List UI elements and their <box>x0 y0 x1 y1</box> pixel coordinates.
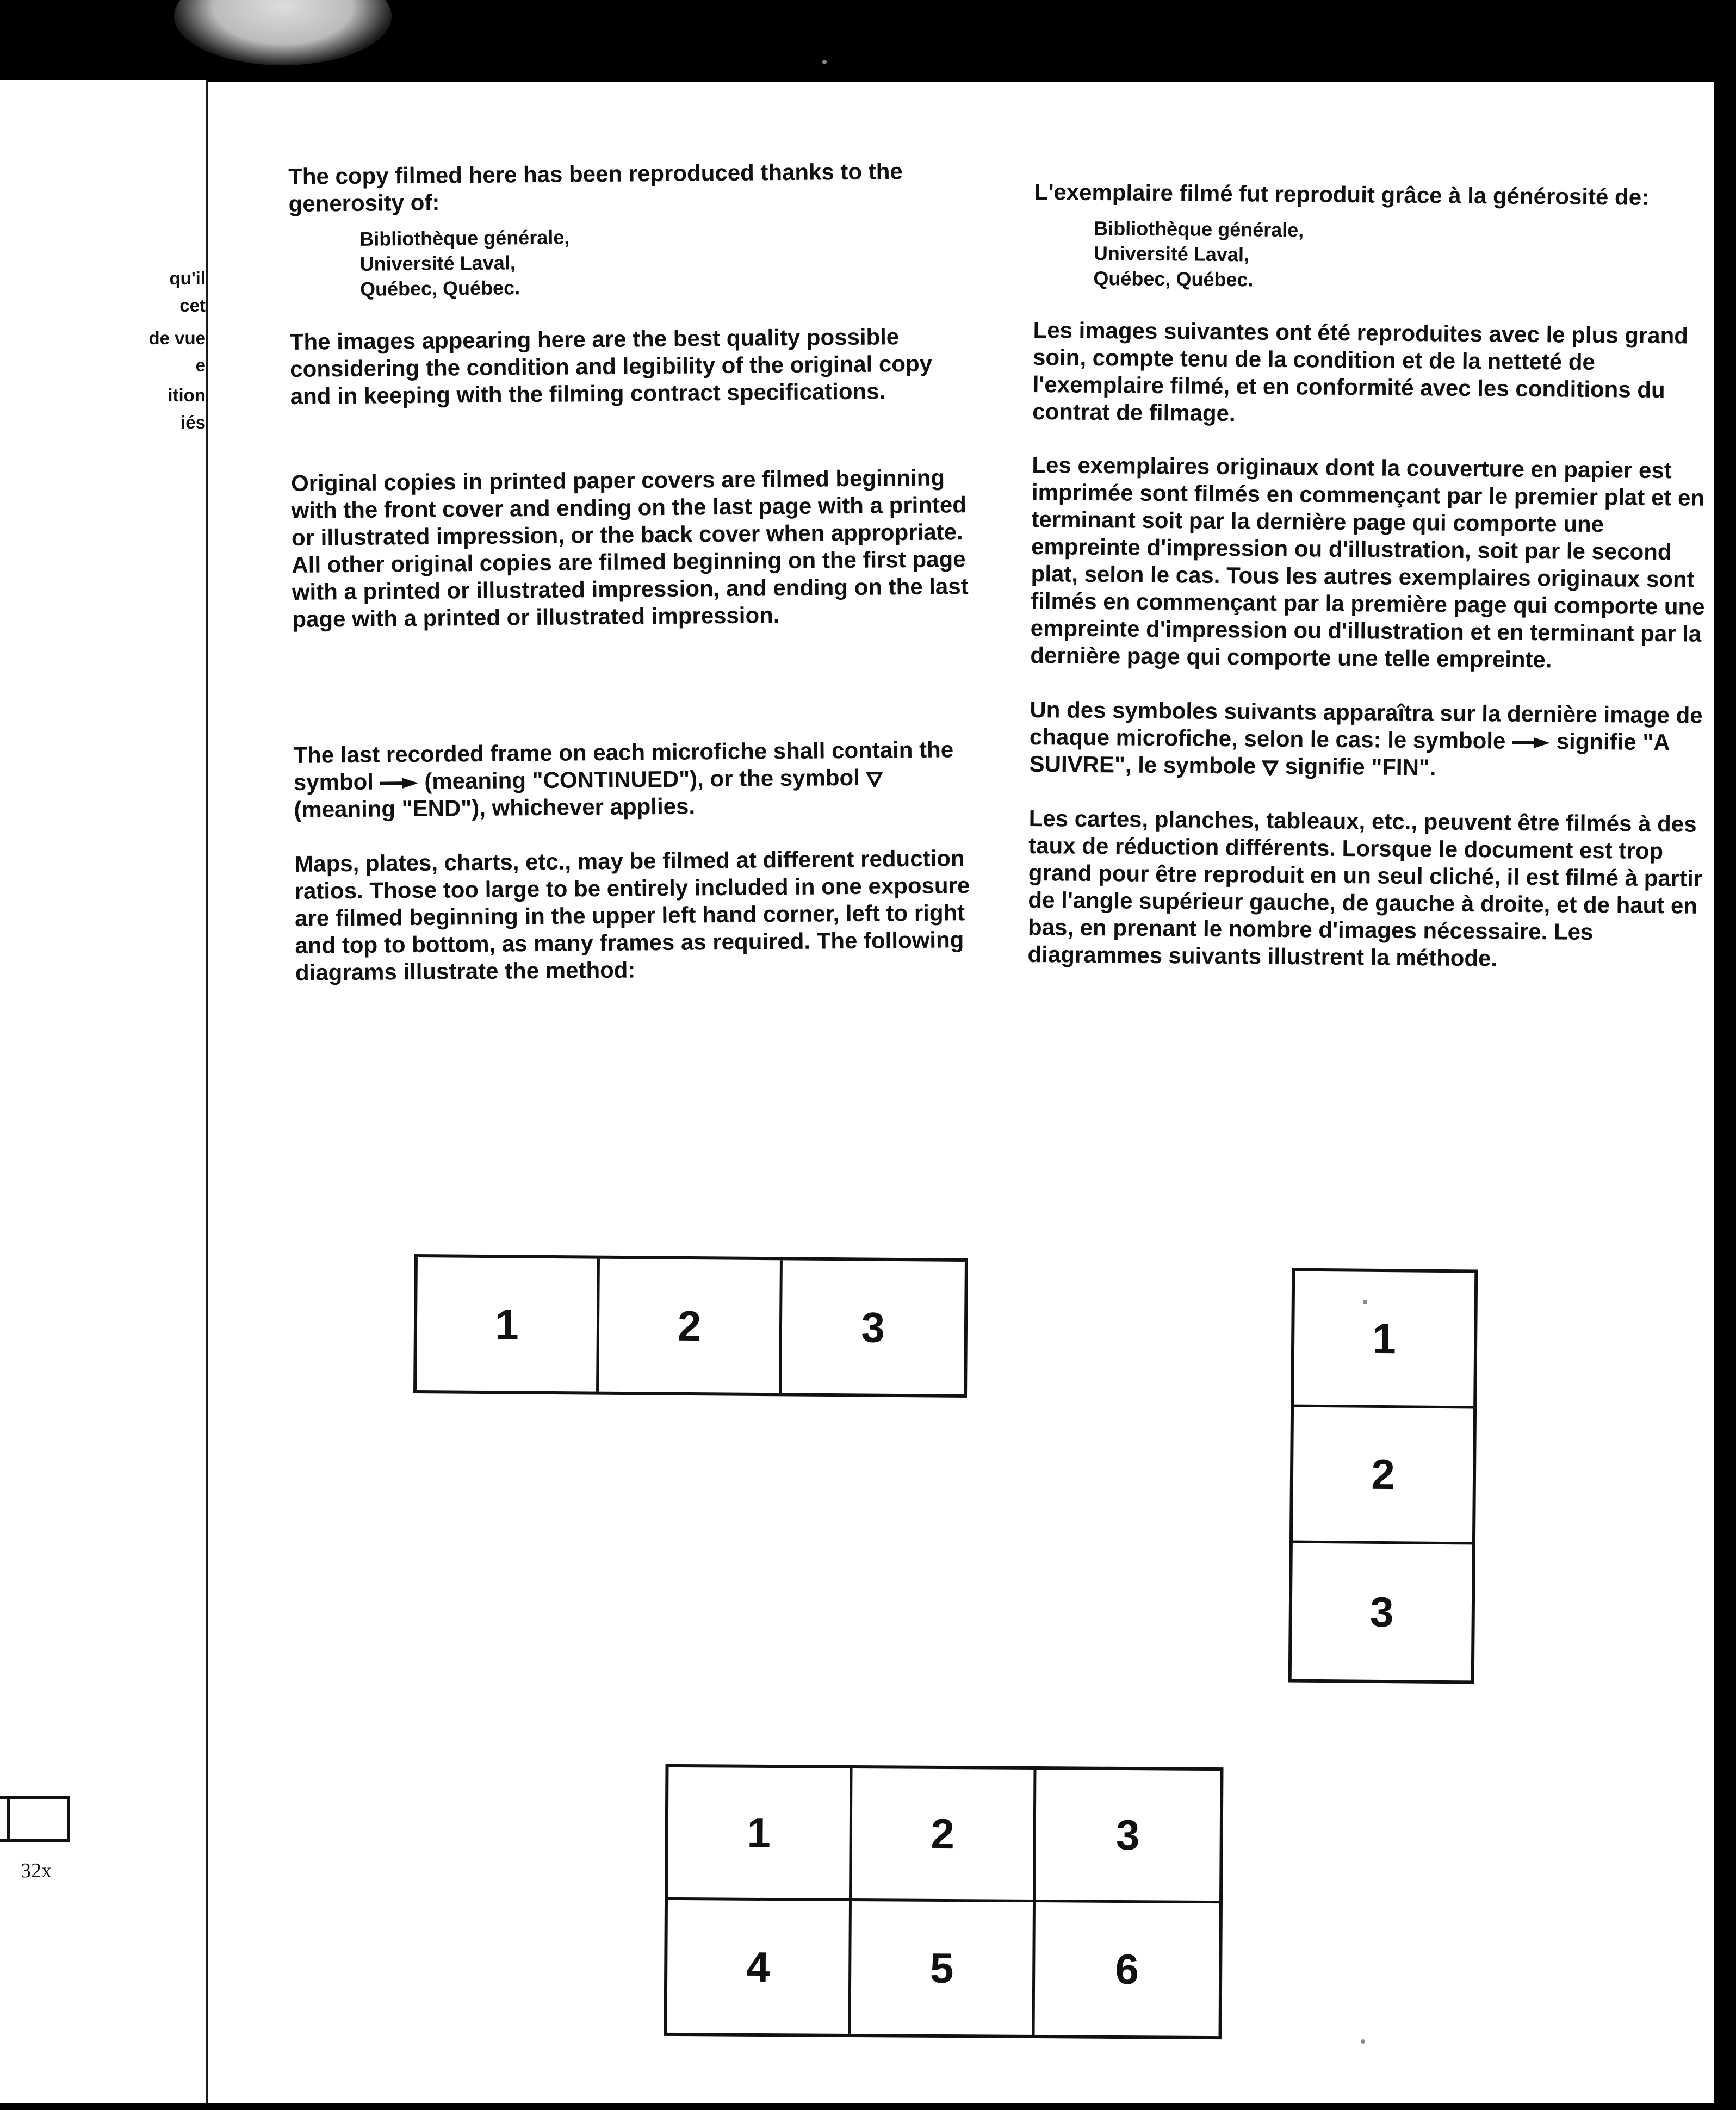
french-symbols-c: signifie "FIN". <box>1285 753 1436 780</box>
frame-cell: 1 <box>668 1767 852 1901</box>
institution-line: Université Laval, <box>1093 241 1250 266</box>
institution-line: Bibliothèque générale, <box>359 226 570 250</box>
speck <box>822 60 827 64</box>
english-symbols-c: (meaning "END"), whichever applies. <box>294 793 696 822</box>
left-fragment: cet <box>179 295 206 315</box>
institution-line: Québec, Québec. <box>359 276 520 300</box>
english-originals: Original copies in printed paper covers are filmed beginning with the front cover and ending on the last page with a printed or illustrated impression, or the back cover when appropriate. All other original copies are filmed beginning on the first page with a printed or illustrated impression, and ending on the last page with a printed or illustrated impression. <box>290 464 969 632</box>
french-originals: Les exemplaires originaux dont la couverture en papier est imprimée sont filmés en commençant par le premier plat et en terminant soit par la dernière page qui comporte une empreinte d'impression ou d'illustration, soit par le second plat, selon le cas. Tous les autres exemplaires originaux sont filmés en commençant par la première page qui comporte une empreinte d'impression ou d'illustration et en terminant par la dernière page qui comporte une telle empreinte. <box>1030 451 1705 673</box>
french-quality: Les images suivantes ont été reproduites avec le plus grand soin, compte tenu de la condition et de la netteté de l'exemplaire filmé, et en conformité avec les conditions du contrat de filmage. <box>1032 316 1689 426</box>
left-page-number: 32x <box>21 1859 52 1882</box>
english-maps: Maps, plates, charts, etc., may be filmed at different reduction ratios. Those too large to be entirely included in one exposure are filmed beginning in the upper left hand corner, left to right and top to bottom, as many frames as required. The following diagrams illustrate the method: <box>294 845 970 985</box>
frame-cell: 4 <box>667 1900 852 2034</box>
english-thanks: The copy filmed here has been reproduced thanks to the generosity of: <box>288 158 903 216</box>
french-symbols-b: signifie "A SUIVRE", le symbole <box>1029 728 1670 779</box>
french-symbols <box>1029 696 1709 784</box>
frame-cell: 1 <box>417 1257 600 1392</box>
left-page-edge <box>0 80 208 2103</box>
french-institution <box>1093 216 1714 296</box>
arrow-icon <box>380 777 418 790</box>
triangle-down-icon <box>866 771 882 787</box>
diagram-grid <box>664 1764 1223 2039</box>
frame-cell: 2 <box>1293 1407 1473 1545</box>
film-scratch <box>174 0 392 65</box>
institution-line: Bibliothèque générale, <box>1094 216 1304 241</box>
english-symbols-a: The last recorded frame on each microfiche shall contain the symbol <box>293 736 954 795</box>
frame-cell: 3 <box>1369 1587 1394 1636</box>
english-symbols <box>293 736 979 823</box>
speck <box>1363 1300 1367 1304</box>
left-fragment: ition <box>168 385 206 405</box>
institution-line: Université Laval, <box>359 251 516 275</box>
frame-cell: 1 <box>1294 1271 1474 1409</box>
french-thanks: L'exemplaire filmé fut reproduit grâce à la générosité de: <box>1034 178 1650 210</box>
left-fragment: iés <box>181 412 206 432</box>
diagram-column <box>1288 1268 1478 1684</box>
english-column <box>288 157 981 986</box>
left-page-box <box>0 1796 70 1842</box>
english-symbols-b: (meaning "CONTINUED"), or the symbol <box>424 764 860 794</box>
arrow-icon <box>1512 736 1550 750</box>
speck <box>1361 2039 1365 2044</box>
left-fragment: e <box>195 355 206 375</box>
french-symbols-a: Un des symboles suivants apparaîtra sur la dernière image de chaque microfiche, selon le cas: le symbole <box>1029 696 1703 754</box>
frame-cell: 2 <box>599 1259 782 1393</box>
left-fragment: qu'il <box>169 268 206 288</box>
french-maps: Les cartes, planches, tableaux, etc., peuvent être filmés à des taux de réduction différents. Lorsque le document est trop grand pour être reproduit en un seul cliché, il est filmé à partir de l'angle supérieur gauche, de gauche à droite, et de haut en bas, en prenant le nombre d'images nécessaire. Les diagrammes suivants illustrent la méthode. <box>1027 805 1703 971</box>
english-quality: The images appearing here are the best quality possible considering the condition and legibility of the original copy and in keeping with the filming contract specifications. <box>289 324 933 409</box>
institution-line: Québec, Québec. <box>1093 266 1254 291</box>
triangle-down-icon <box>1262 760 1279 776</box>
frame-cell: 5 <box>851 1901 1036 2035</box>
page <box>208 82 1714 2103</box>
left-fragment: de vue <box>148 328 206 348</box>
frame-cell: 3 <box>861 1302 885 1351</box>
frame-cell: 6 <box>1115 1945 1139 1993</box>
frame-cell: 2 <box>852 1768 1036 1902</box>
french-column <box>1027 178 1714 974</box>
frame-cell: 3 <box>1036 1770 1220 1903</box>
english-institution <box>359 221 975 302</box>
diagram-row <box>413 1254 968 1398</box>
